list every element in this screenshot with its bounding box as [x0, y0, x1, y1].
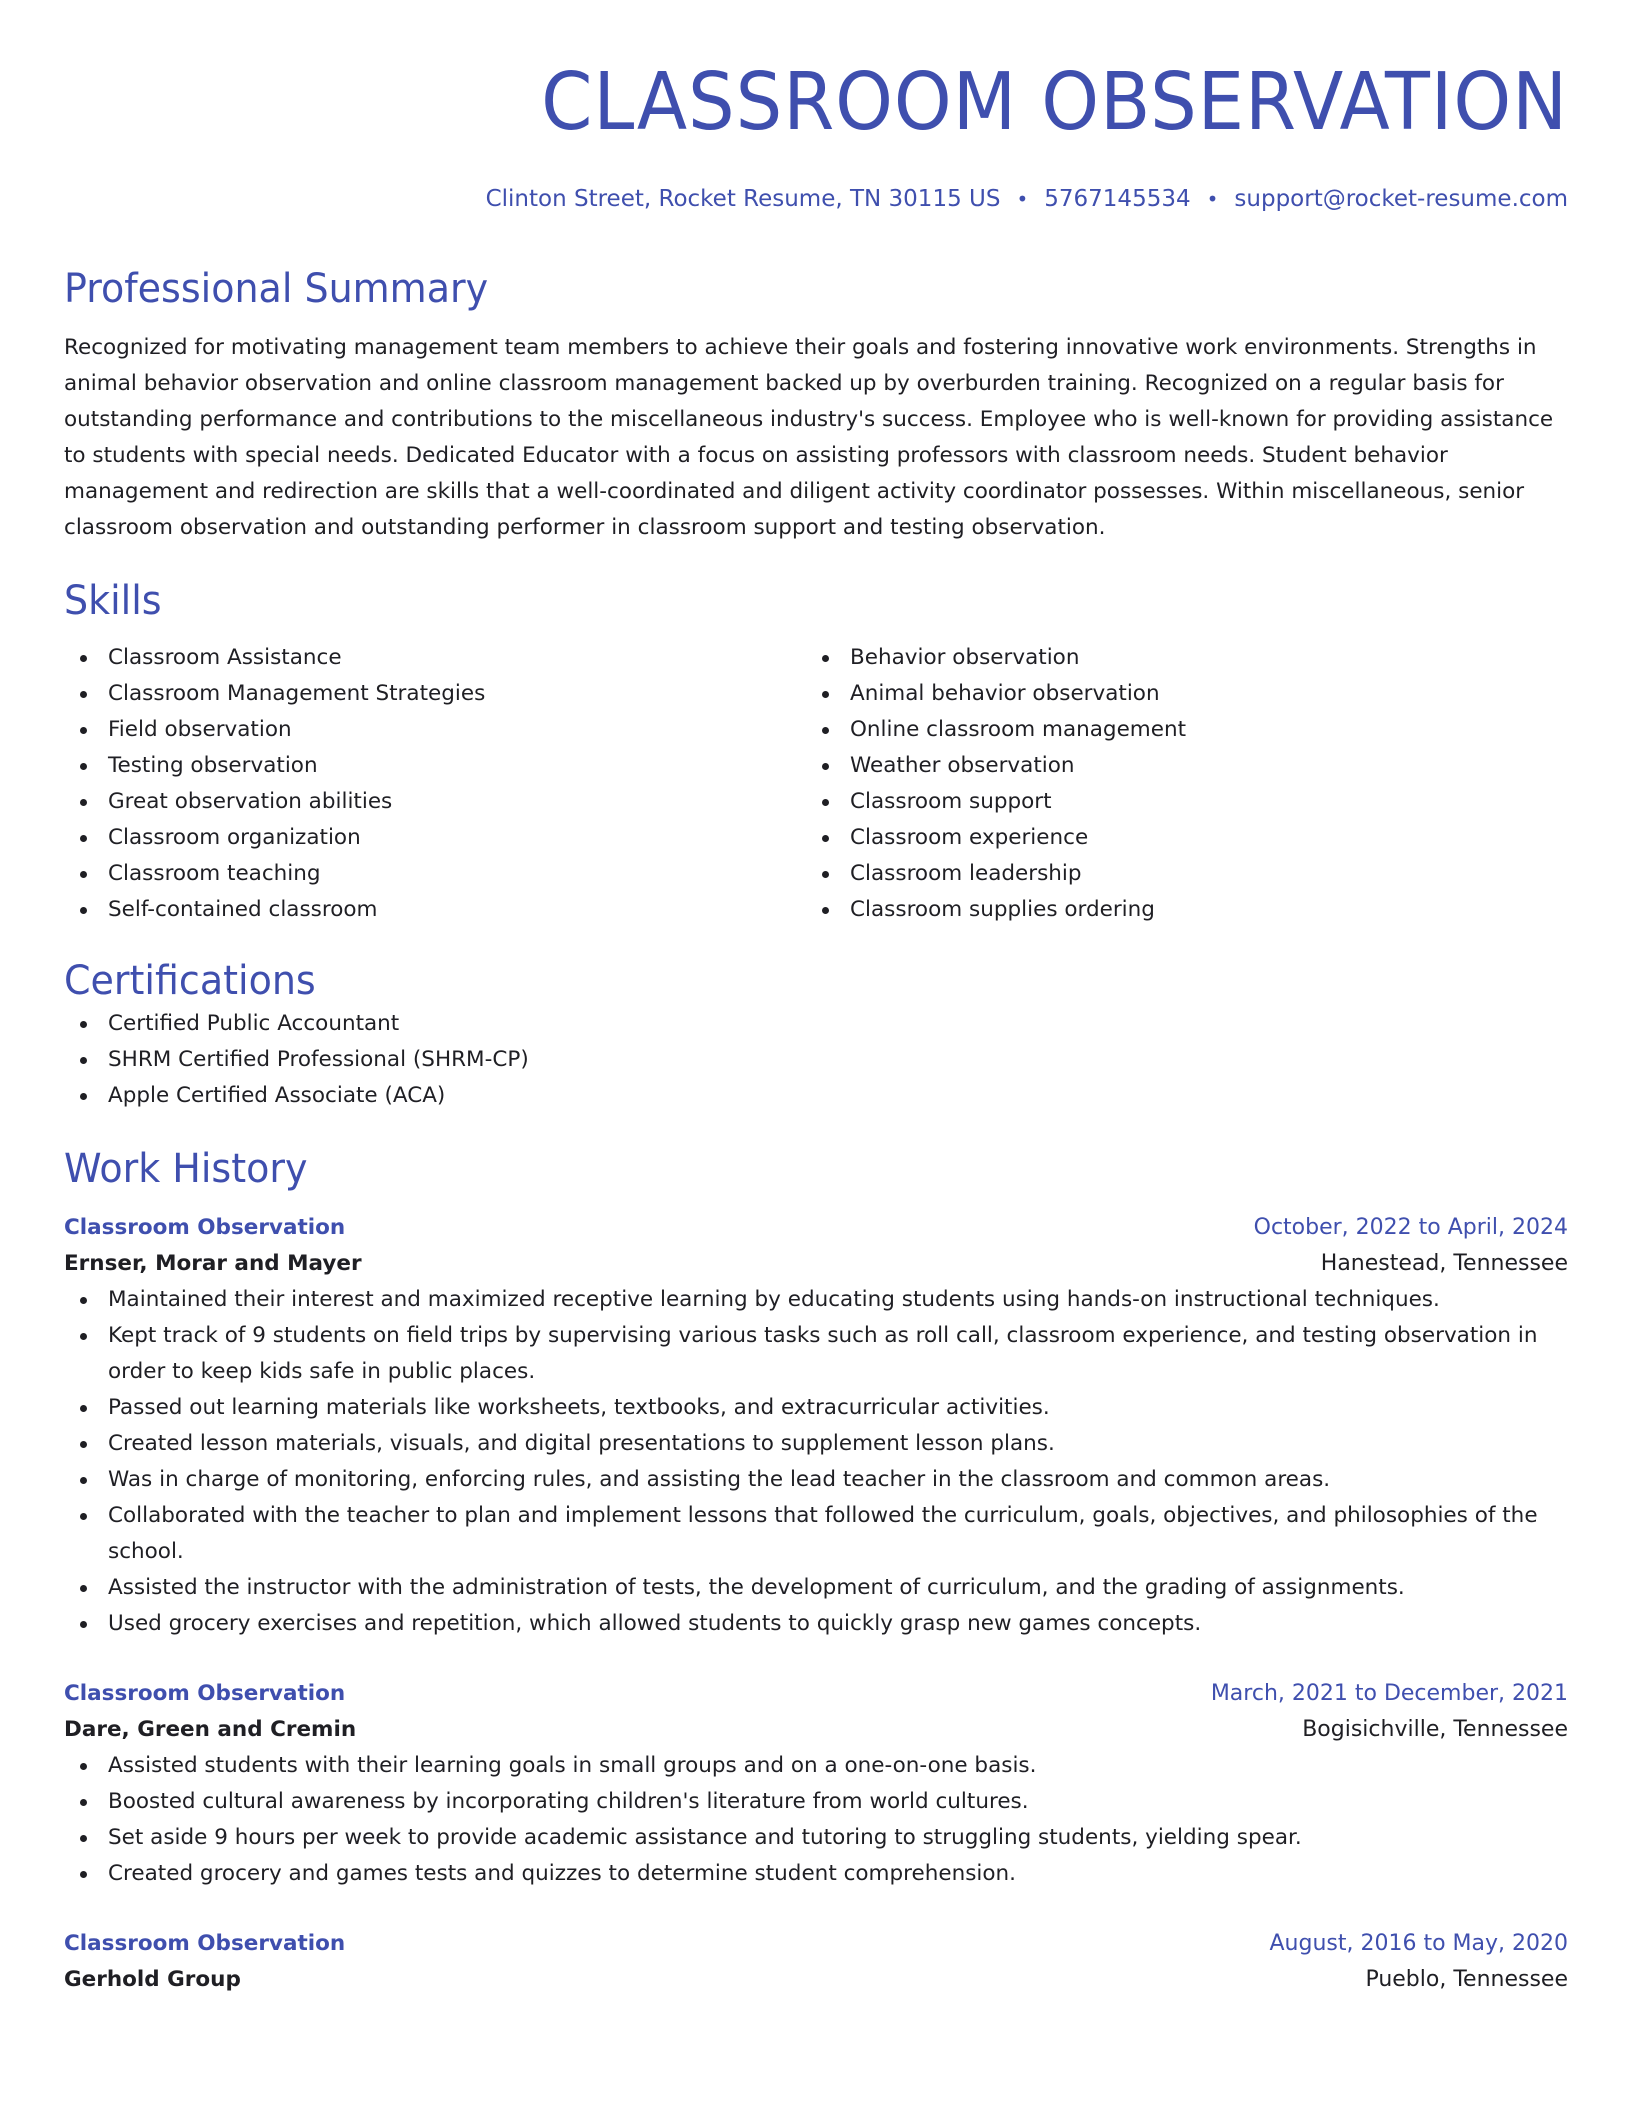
- job-duty-item: Used grocery exercises and repetition, which allowed students to quickly grasp new games concepts.: [64, 1606, 1568, 1642]
- job-duty-item: Created grocery and games tests and quizzes to determine student comprehension.: [64, 1856, 1568, 1892]
- work-history-section: [64, 1144, 1568, 1998]
- skill-item: Classroom supplies ordering: [806, 892, 1548, 928]
- skill-item: Classroom teaching: [64, 856, 806, 892]
- job-duty-item: Was in charge of monitoring, enforcing rules, and assisting the lead teacher in the classroom and common areas.: [64, 1462, 1568, 1498]
- job-company: Ernser, Morar and Mayer: [64, 1251, 362, 1276]
- job-duties-list: [64, 1748, 1568, 1892]
- skill-item: Classroom Assistance: [64, 640, 806, 676]
- job-title: Classroom Observation: [64, 1931, 346, 1956]
- job-title-row: [64, 1926, 1568, 1962]
- job-duties-list: [64, 1282, 1568, 1642]
- job-entry: [64, 1676, 1568, 1892]
- skill-item: Animal behavior observation: [806, 676, 1548, 712]
- contact-email[interactable]: support@rocket-resume.com: [1234, 186, 1568, 212]
- certification-item: Certified Public Accountant: [64, 1006, 1568, 1042]
- skill-item: Classroom experience: [806, 820, 1548, 856]
- skill-item: Classroom Management Strategies: [64, 676, 806, 712]
- certifications-heading: Certifications: [64, 958, 316, 1004]
- contact-separator: •: [1016, 187, 1029, 211]
- job-duty-item: Maintained their interest and maximized receptive learning by educating students using hands-on instructional techniques.: [64, 1282, 1568, 1318]
- summary-heading: Professional Summary: [64, 266, 489, 312]
- job-duty-item: Boosted cultural awareness by incorporating children's literature from world cultures.: [64, 1784, 1568, 1820]
- certification-item: SHRM Certified Professional (SHRM-CP): [64, 1042, 1568, 1078]
- work-history-heading: Work History: [64, 1146, 308, 1192]
- skill-item: Behavior observation: [806, 640, 1548, 676]
- job-duty-item: Created lesson materials, visuals, and digital presentations to supplement lesson plans.: [64, 1426, 1568, 1462]
- skill-item: Online classroom management: [806, 712, 1548, 748]
- job-company: Dare, Green and Cremin: [64, 1717, 357, 1742]
- job-dates: August, 2016 to May, 2020: [1269, 1931, 1568, 1956]
- job-location: Pueblo, Tennessee: [1365, 1967, 1568, 1992]
- skill-item: Testing observation: [64, 748, 806, 784]
- skill-item: Field observation: [64, 712, 806, 748]
- skill-item: Self-contained classroom: [64, 892, 806, 928]
- job-duty-item: Assisted the instructor with the administration of tests, the development of curriculum, and the grading of assignments.: [64, 1570, 1568, 1606]
- job-title: Classroom Observation: [64, 1681, 346, 1706]
- resume-header: [64, 54, 1568, 214]
- job-location: Hanestead, Tennessee: [1320, 1251, 1568, 1276]
- job-duty-item: Passed out learning materials like worksheets, textbooks, and extracurricular activities.: [64, 1390, 1568, 1426]
- skills-column-right: [806, 640, 1548, 928]
- job-company-row: [64, 1712, 1568, 1748]
- job-company-row: [64, 1962, 1568, 1998]
- skills-column-left: [64, 640, 806, 928]
- contact-line: [64, 184, 1568, 214]
- job-duty-item: Assisted students with their learning goals in small groups and on a one-on-one basis.: [64, 1748, 1568, 1784]
- skills-list-right: [806, 640, 1548, 928]
- summary-section: [64, 264, 1568, 546]
- job-dates: March, 2021 to December, 2021: [1210, 1681, 1568, 1706]
- job-title-row: [64, 1210, 1568, 1246]
- skill-item: Weather observation: [806, 748, 1548, 784]
- skill-item: Classroom organization: [64, 820, 806, 856]
- skills-list-left: [64, 640, 806, 928]
- contact-address: Clinton Street, Rocket Resume, TN 30115 US: [485, 186, 1001, 212]
- job-company-row: [64, 1246, 1568, 1282]
- job-title: Classroom Observation: [64, 1215, 346, 1240]
- skills-section: [64, 576, 1568, 928]
- summary-text: Recognized for motivating management team members to achieve their goals and fostering innovative work environments. Strengths in animal behavior observation and online classroom management backed up by overburden training. Recognized on a regular basis for outstanding performance and contributions to the miscellaneous industry's success. Employee who is well-known for providing assistance to students with special needs. Dedicated Educator with a focus on assisting professors with classroom needs. Student behavior management and redirection are skills that a well-coordinated and diligent activity coordinator possesses. Within miscellaneous, senior classroom observation and outstanding performer in classroom support and testing observation.: [64, 335, 1554, 540]
- skill-item: Classroom support: [806, 784, 1548, 820]
- job-location: Bogisichville, Tennessee: [1302, 1717, 1568, 1742]
- certifications-list: [64, 1006, 1568, 1114]
- job-duty-item: Set aside 9 hours per week to provide academic assistance and tutoring to struggling students, yielding spear.: [64, 1820, 1568, 1856]
- certification-item: Apple Certified Associate (ACA): [64, 1078, 1568, 1114]
- page-title: CLASSROOM OBSERVATION: [541, 56, 1569, 148]
- skill-item: Classroom leadership: [806, 856, 1548, 892]
- certifications-section: [64, 956, 1568, 1114]
- job-entry: [64, 1210, 1568, 1642]
- skills-columns: [64, 640, 1568, 928]
- skill-item: Great observation abilities: [64, 784, 806, 820]
- contact-separator: •: [1206, 187, 1219, 211]
- job-duty-item: Kept track of 9 students on field trips by supervising various tasks such as roll call, classroom experience, and testing observation in order to keep kids safe in public places.: [64, 1318, 1568, 1390]
- job-dates: October, 2022 to April, 2024: [1253, 1215, 1568, 1240]
- job-company: Gerhold Group: [64, 1967, 241, 1992]
- contact-phone: 5767145534: [1044, 186, 1191, 212]
- job-duty-item: Collaborated with the teacher to plan and implement lessons that followed the curriculum, goals, objectives, and philosophies of the school.: [64, 1498, 1568, 1570]
- job-entry: [64, 1926, 1568, 1998]
- job-title-row: [64, 1676, 1568, 1712]
- skills-heading: Skills: [64, 578, 162, 624]
